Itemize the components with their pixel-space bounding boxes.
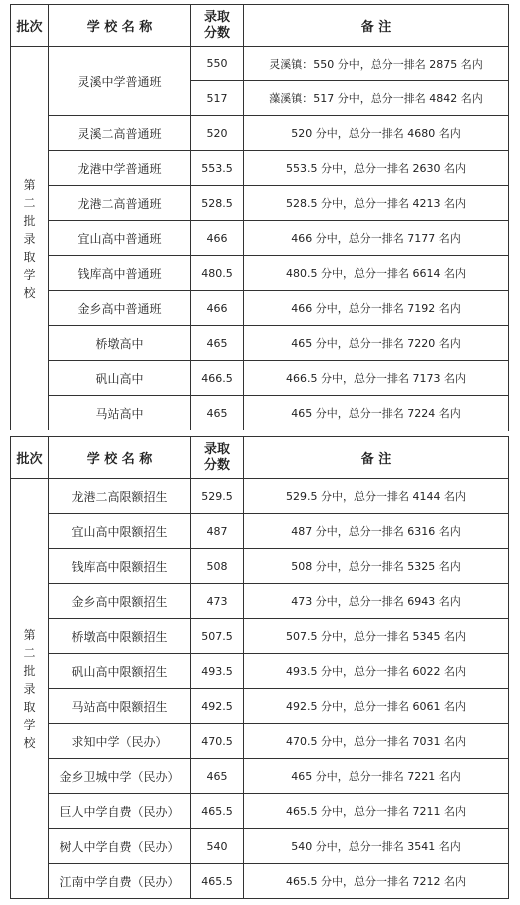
school-name: 钱库高中限额招生 <box>49 549 191 584</box>
admission-table-2 <box>10 436 509 899</box>
table-row <box>11 689 509 724</box>
table-row <box>11 794 509 829</box>
school-name: 马站高中限额招生 <box>49 689 191 724</box>
header-school: 学 校 名 称 <box>49 5 191 47</box>
school-name: 巨人中学自费（民办） <box>49 794 191 829</box>
table-row <box>11 186 509 221</box>
header-row <box>11 437 509 479</box>
school-name: 求知中学（民办） <box>49 724 191 759</box>
score: 493.5 <box>191 654 244 689</box>
note: 466 分中，总分一排名 7177 名内 <box>244 221 509 256</box>
header-score-line1: 录取 <box>203 9 230 25</box>
school-name: 马站高中 <box>49 396 191 431</box>
score: 492.5 <box>191 689 244 724</box>
table-row <box>11 479 509 514</box>
score: 529.5 <box>191 479 244 514</box>
batch-label: 第二批录取学校 <box>23 177 36 300</box>
score: 465.5 <box>191 864 244 899</box>
note: 465 分中，总分一排名 7220 名内 <box>244 326 509 361</box>
school-name: 宜山高中限额招生 <box>49 514 191 549</box>
note: 493.5 分中，总分一排名 6022 名内 <box>244 654 509 689</box>
note: 465.5 分中，总分一排名 7211 名内 <box>244 794 509 829</box>
table-row <box>11 151 509 186</box>
note: 470.5 分中，总分一排名 7031 名内 <box>244 724 509 759</box>
note: 529.5 分中，总分一排名 4144 名内 <box>244 479 509 514</box>
score: 465 <box>191 396 244 431</box>
table-row <box>11 619 509 654</box>
table-row <box>11 326 509 361</box>
school-name: 桥墩高中 <box>49 326 191 361</box>
header-note: 备 注 <box>244 437 509 479</box>
score: 466 <box>191 221 244 256</box>
table-row <box>11 724 509 759</box>
note: 540 分中，总分一排名 3541 名内 <box>244 829 509 864</box>
header-score-line2: 分数 <box>203 457 230 473</box>
school-name: 灵溪中学普通班 <box>49 47 191 116</box>
note: 507.5 分中，总分一排名 5345 名内 <box>244 619 509 654</box>
score: 480.5 <box>191 256 244 291</box>
score: 466 <box>191 291 244 326</box>
note: 480.5 分中，总分一排名 6614 名内 <box>244 256 509 291</box>
score: 507.5 <box>191 619 244 654</box>
score: 520 <box>191 116 244 151</box>
batch-cell <box>11 479 49 899</box>
school-name: 江南中学自费（民办） <box>49 864 191 899</box>
school-name: 龙港二高限额招生 <box>49 479 191 514</box>
note: 466.5 分中，总分一排名 7173 名内 <box>244 361 509 396</box>
note: 528.5 分中，总分一排名 4213 名内 <box>244 186 509 221</box>
header-row <box>11 5 509 47</box>
school-name: 钱库高中普通班 <box>49 256 191 291</box>
table-row <box>11 256 509 291</box>
school-name: 矾山高中限额招生 <box>49 654 191 689</box>
admission-table-1 <box>10 4 509 431</box>
school-name: 灵溪二高普通班 <box>49 116 191 151</box>
note: 520 分中，总分一排名 4680 名内 <box>244 116 509 151</box>
table-row <box>11 549 509 584</box>
header-note: 备 注 <box>244 5 509 47</box>
note: 灵溪镇：550 分中，总分一排名 2875 名内 <box>244 47 509 81</box>
school-name: 桥墩高中限额招生 <box>49 619 191 654</box>
header-school: 学 校 名 称 <box>49 437 191 479</box>
school-name: 龙港中学普通班 <box>49 151 191 186</box>
header-score-line2: 分数 <box>203 25 230 41</box>
table-row <box>11 116 509 151</box>
note: 465 分中，总分一排名 7221 名内 <box>244 759 509 794</box>
score: 517 <box>191 81 244 116</box>
table-row <box>11 864 509 899</box>
note: 487 分中，总分一排名 6316 名内 <box>244 514 509 549</box>
school-name: 金乡卫城中学（民办） <box>49 759 191 794</box>
note: 473 分中，总分一排名 6943 名内 <box>244 584 509 619</box>
score: 465.5 <box>191 794 244 829</box>
table-row <box>11 361 509 396</box>
batch-label: 第二批录取学校 <box>23 627 36 750</box>
note: 466 分中，总分一排名 7192 名内 <box>244 291 509 326</box>
score: 487 <box>191 514 244 549</box>
school-name: 龙港二高普通班 <box>49 186 191 221</box>
table-row <box>11 584 509 619</box>
school-name: 金乡高中限额招生 <box>49 584 191 619</box>
table-row <box>11 221 509 256</box>
school-name: 树人中学自费（民办） <box>49 829 191 864</box>
score: 528.5 <box>191 186 244 221</box>
school-name: 矾山高中 <box>49 361 191 396</box>
table-row <box>11 396 509 431</box>
header-score <box>191 5 244 47</box>
score: 465 <box>191 326 244 361</box>
score: 473 <box>191 584 244 619</box>
score: 553.5 <box>191 151 244 186</box>
header-score <box>191 437 244 479</box>
batch-cell <box>11 47 49 431</box>
school-name: 宜山高中普通班 <box>49 221 191 256</box>
note: 492.5 分中，总分一排名 6061 名内 <box>244 689 509 724</box>
score: 466.5 <box>191 361 244 396</box>
table-row <box>11 291 509 326</box>
note: 508 分中，总分一排名 5325 名内 <box>244 549 509 584</box>
score: 550 <box>191 47 244 81</box>
table-row <box>11 47 509 81</box>
score: 540 <box>191 829 244 864</box>
note: 465 分中，总分一排名 7224 名内 <box>244 396 509 431</box>
table-row <box>11 759 509 794</box>
table-row <box>11 829 509 864</box>
header-batch: 批次 <box>11 5 49 47</box>
table-row <box>11 514 509 549</box>
score: 508 <box>191 549 244 584</box>
score: 470.5 <box>191 724 244 759</box>
note: 553.5 分中，总分一排名 2630 名内 <box>244 151 509 186</box>
score: 465 <box>191 759 244 794</box>
header-score-line1: 录取 <box>203 441 230 457</box>
table-row <box>11 654 509 689</box>
school-name: 金乡高中普通班 <box>49 291 191 326</box>
note: 465.5 分中，总分一排名 7212 名内 <box>244 864 509 899</box>
note: 藻溪镇：517 分中，总分一排名 4842 名内 <box>244 81 509 116</box>
header-batch: 批次 <box>11 437 49 479</box>
